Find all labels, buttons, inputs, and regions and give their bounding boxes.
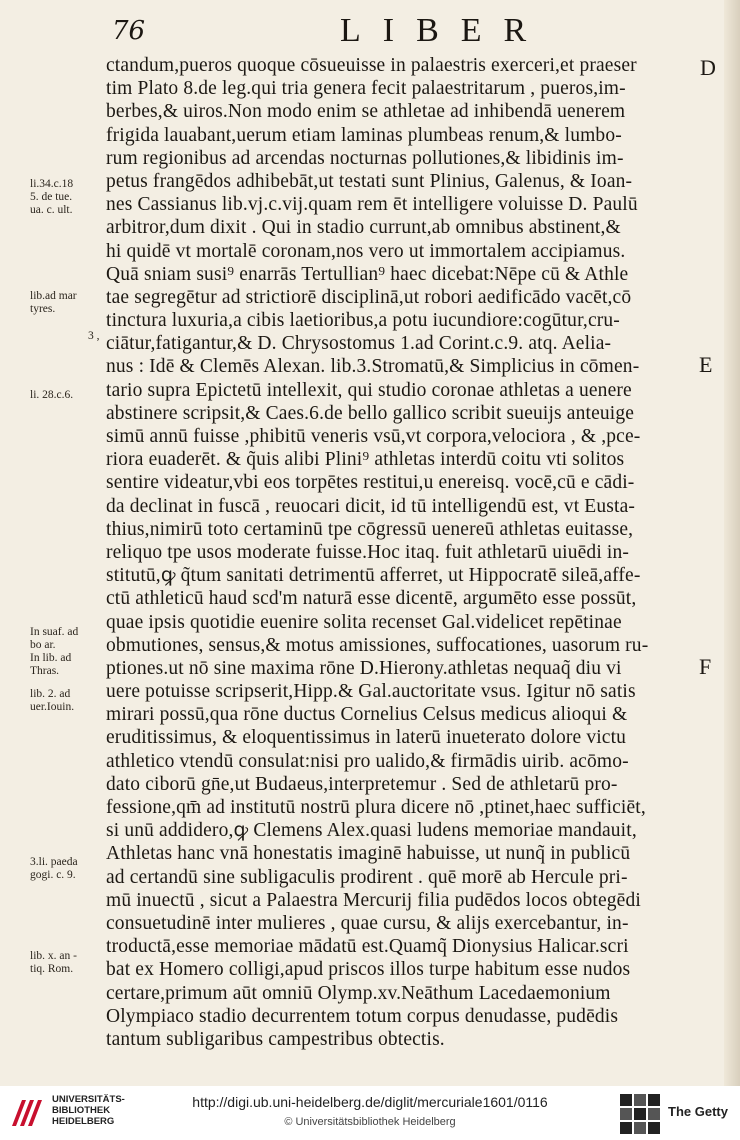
text-line: tinctura luxuria,a cibis laetioribus,a potu iucundiore:cogūtur,cru- [106,310,620,332]
margin-note [30,950,104,976]
text-line: stitutū,ꝙ q̃tum sanitati detrimentū afferret, ut Hippocratē sileā,affe- [106,565,641,587]
text-line: riora euaderēt. & q̃uis alibi Plini⁹ athletas interdū coitu vti solitos [106,449,625,471]
running-head: LIBER [340,12,549,49]
text-line: arbitror,dum dixit . Qui in stadio currunt,ab omnibus abstinent,& [106,217,621,239]
text-line: fessione,qm̄ ad institutū nostrū plura dicere nō ,ptinet,haec sufficiēt, [106,797,646,818]
text-line: hi quidē vt mortalē coronam,nos vero ut immortalem accipiamus. [106,240,626,262]
text-line: dato ciborū gn̄e,ut Budaeus,interpretemur . Sed de athletarū pro- [106,773,618,795]
text-line: abstinere scripsit,& Caes.6.de bello gallico scribit sueuijs anteuige [106,402,635,424]
text-line: reliquo tpe usos moderate fuisse.Hoc itaq. fuit athletarū uiuēdi in- [106,541,630,563]
text-line: troductā,esse memoriae mādatū est.Quamq̃ Dionysius Halicar.scri [106,936,629,958]
margin-note [88,330,162,343]
margin-note-line: 3 , [88,330,100,342]
text-line: Quā sniam susi⁹ enarrās Tertullian⁹ haec dicebat:Nēpe cū & Athle [106,263,629,285]
text-line: ctū athleticū haud scd'm naturā esse dicentē, argumēto esse possūt, [106,588,637,610]
library-name-line: HEIDELBERG [52,1116,115,1127]
body-text [106,54,696,1051]
margin-note-line: tiq. Rom. [30,963,74,975]
page-edge-shadow [724,0,740,1086]
margin-note-line: lib. x. an - [30,950,77,962]
getty-name: The Getty [668,1104,728,1119]
margin-note-line: In suaf. ad [30,626,79,638]
text-line: rum regionibus ad arcendas nocturnas pollutiones,& libidinis im- [106,147,624,169]
section-letter-e: E [699,352,713,377]
text-line: uere potuisse scripserit,Hipp.& Gal.auctoritate vsus. Igitur nō satis [106,681,636,703]
text-line: thius,nimirū toto certaminū tpe cōgressū uenereū athletas euitasse, [106,518,634,540]
text-line: sentire videatur,vbi eos torpētes restitui,u enereisq. vocē,cū e cādi- [106,472,635,494]
margin-note-line: In lib. ad [30,652,72,664]
text-line: petus frangēdos adhibebāt,ut testati sunt Plinius, Galenus, & Ioan- [106,170,633,192]
text-line: eruditissimus, & eloquentissimus in laterū inueterato dolore victu [106,727,627,749]
text-line: tario supra Epictetū intellexit, qui studio coronae athletas a uenere [106,379,632,401]
margin-note [30,389,104,402]
getty-logo-icon [618,1092,662,1136]
text-line: tantum subligaribus campestribus obtectis. [106,1028,445,1050]
text-line: tae segregētur ad strictiorē disciplinā,ut robori aedificādo vacēt,cō [106,286,632,308]
margin-note-line: li. 28.c.6. [30,389,74,401]
text-line: tim Plato 8.de leg.qui tria genera fecit palaestritarum , pueros,im- [106,78,626,100]
margin-note-line: tyres. [30,303,56,315]
margin-note-line: lib.ad mar [30,290,77,302]
margin-note-line: 5. de tue. [30,191,73,203]
source-url-link[interactable]: http://digi.ub.uni-heidelberg.de/diglit/mercuriale1601/0116 [192,1094,548,1110]
margin-note-line: 3.li. paeda [30,856,78,868]
text-line: frigida lauabant,uerum etiam laminas plumbeas renum,& lumbo- [106,124,622,146]
text-line: si unū addidero,ꝙ Clemens Alex.quasi ludens memoriae mandauit, [106,820,637,842]
margin-note-line: ua. c. ult. [30,204,73,216]
text-line: nus : Idē & Clemēs Alexan. lib.3.Stromatū,& Simplicius in cōmen- [106,356,640,378]
text-line: bat ex Homero colligi,apud priscos illos turpe habitum esse nudos [106,959,631,981]
text-line: nes Cassianus lib.vj.c.vij.quam rem ēt intelligere voluisse D. Paulū [106,194,638,216]
text-line: berbes,& uiros.Non modo enim se athletae ad inhibendā uenerem [106,101,626,123]
text-line: Athletas hanc vnā honestatis imaginē habuisse, ut nunq̃ in publicū [106,843,631,865]
margin-note [30,290,104,316]
text-line: mū inuectū , sicut a Palaestra Mercurij filia pudēdos locos obtegēdi [106,889,641,911]
margin-note-line: bo ar. [30,639,56,651]
text-line: quae ipsis quotidie euenire solita recenset Gal.videlicet repētinae [106,611,622,633]
text-line: ctandum,pueros quoque cōsueuisse in palaestris exerceri,et praeser [106,55,637,76]
margin-note-line: uer.Iouin. [30,701,75,713]
page-number: 76 [112,16,146,46]
margin-note [30,626,104,678]
text-line: mirari possū,qua rōne ductus Cornelius Celsus medicus alioqui & [106,704,628,726]
text-line: consuetudinē inter mulieres , quae cursu, & alijs exercebantur, in- [106,912,629,934]
library-name-line: UNIVERSITÄTS- [52,1094,125,1105]
text-line: ciātur,fatigantur,& D. Chrysostomus 1.ad Corint.c.9. atq. Aelia- [106,333,612,355]
margin-note [30,856,104,882]
margin-note-line: Thras. [30,665,60,677]
text-line: obmutiones, sensus,& motus amissiones, suffocationes, uasorum ru- [106,634,649,656]
margin-note-line: gogi. c. 9. [30,869,76,881]
text-line: Olympiaco stadio decurrentem totum corpus denudasse, pudēdis [106,1005,619,1027]
text-line: ptiones.ut nō sine maxima rōne D.Hierony.athletas nequaq̃ diu vi [106,657,622,679]
margin-note-line: lib. 2. ad [30,688,71,700]
text-line: athletico vtendū consulat:nisi pro ualido,& firmādis uirib. acōmo- [106,750,629,772]
text-line: certare,primum aūt omniū Olymp.xv.Neāthum Lacedaemonium [106,982,611,1004]
text-line: ad certandū sine subligaculis prodirent . quē morē ab Hercule pri- [106,866,628,888]
copyright-notice: © Universitätsbibliothek Heidelberg [284,1116,456,1128]
library-name-line: BIBLIOTHEK [52,1105,111,1116]
margin-note [30,688,104,714]
page-header [0,12,740,52]
section-letter-f: F [699,654,712,679]
section-letter-d: D [700,55,716,80]
text-line: da declinat in fuscā , reuocari dicit, id tū intelligendū est, vt Eusta- [106,495,636,517]
text-line: simū annū fuisse ,phibitū veneris vsū,vt corpora,velociora , & ,pce- [106,426,641,447]
margin-note [30,178,104,217]
footer-bar [0,1086,740,1140]
margin-note-line: li.34.c.18 [30,178,74,190]
